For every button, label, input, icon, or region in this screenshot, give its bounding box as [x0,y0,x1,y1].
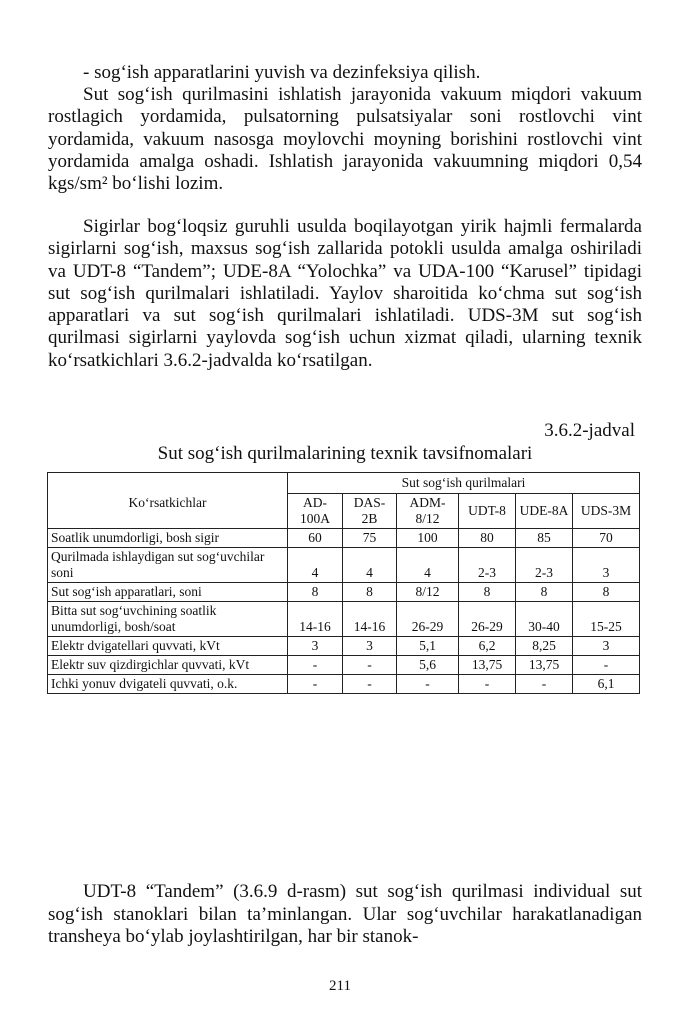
table-cell: 3 [288,637,343,656]
table-cell: - [343,656,397,675]
table-cell: 13,75 [459,656,516,675]
row-label: Sut sog‘ish apparatlari, soni [48,583,288,602]
table-cell: - [459,675,516,694]
table-cell: 5,6 [397,656,459,675]
column-header: AD-100A [288,494,343,529]
table-cell: 8 [459,583,516,602]
table-row [48,529,640,548]
column-header: DAS-2B [343,494,397,529]
technical-table [47,472,640,694]
row-label: Qurilmada ishlaydigan sut sog‘uvchilar soni [48,548,288,583]
group-header-cell: Sut sog‘ish qurilmalari [288,473,640,494]
table-cell: 60 [288,529,343,548]
table-cell: 100 [397,529,459,548]
table-cell: 30-40 [516,602,573,637]
table-cell: 4 [397,548,459,583]
table-cell: 4 [343,548,397,583]
table-cell: 8/12 [397,583,459,602]
table-row [48,602,640,637]
table-cell: 80 [459,529,516,548]
table-cell: 2-3 [516,548,573,583]
column-header: UDT-8 [459,494,516,529]
table-cell: 85 [516,529,573,548]
table-row [48,583,640,602]
table-cell: 8,25 [516,637,573,656]
table-cell: - [516,675,573,694]
row-label: Bitta sut sog‘uvchining soatlik unumdorligi, bosh/soat [48,602,288,637]
table-cell: 14-16 [288,602,343,637]
table-row [48,656,640,675]
table-cell: - [397,675,459,694]
table-row [48,675,640,694]
table-cell: 6,2 [459,637,516,656]
table-cell: 13,75 [516,656,573,675]
list-item-dezinfeksiya: - sog‘ish apparatlarini yuvish va dezinfeksiya qilish. [83,62,481,83]
table-row [48,548,640,583]
table-cell: 8 [343,583,397,602]
table-cell: 8 [288,583,343,602]
column-header: ADM-8/12 [397,494,459,529]
table-cell: 3 [573,548,640,583]
table-cell: 3 [343,637,397,656]
header-label-cell: Ko‘rsatkichlar [48,473,288,529]
paragraph-vakuum: Sut sog‘ish qurilmasini ishlatish jarayonida vakuum miqdori vakuum rostlagich yordamida, pulsatorning pulsatsiyalar soni rostlovchi vint yordamida, vakuum nasosga moylovchi moyning borishini rostlovchi vint yordamida amalga oshadi. Ishlatish jarayonida vakuumning miqdori 0,54 kgs/sm² bo‘lishi lozim. [48,84,642,195]
column-header: UDS-3M [573,494,640,529]
table-cell: - [288,656,343,675]
column-header: UDE-8A [516,494,573,529]
table-cell: 26-29 [459,602,516,637]
table-header-row [48,473,640,494]
table-cell: 15-25 [573,602,640,637]
table-number: 3.6.2-jadval [544,420,635,441]
table-cell: 8 [573,583,640,602]
table-cell: - [288,675,343,694]
table-cell: 75 [343,529,397,548]
table-cell: 2-3 [459,548,516,583]
row-label: Ichki yonuv dvigateli quvvati, o.k. [48,675,288,694]
table-cell: 14-16 [343,602,397,637]
paragraph-sigirlar: Sigirlar bog‘loqsiz guruhli usulda boqilayotgan yirik hajmli fermalarda sigirlarni sog‘ish, maxsus sog‘ish zallarida potokli usulda amalga oshiriladi va UDT-8 “Tandem”; UDE-8A “Yolochka” va UDA-100 “Karusel” tipidagi sut sog‘ish qurilmalari ishlatiladi. Yaylov sharoitida ko‘chma sut sog‘ish apparatlari va sut sog‘ish qurilmalari ishlatiladi. UDS-3M sut sog‘ish qurilmasi sigirlarni yaylovda sog‘ish uchun xizmat qiladi, ularning texnik ko‘rsatkichlari 3.6.2-jadvalda ko‘rsatilgan. [48,216,642,371]
table-cell: 4 [288,548,343,583]
table-title: Sut sog‘ish qurilmalarining texnik tavsifnomalari [157,443,533,464]
row-label: Soatlik unumdorligi, bosh sigir [48,529,288,548]
table-cell: - [573,656,640,675]
row-label: Elektr suv qizdirgichlar quvvati, kVt [48,656,288,675]
table-cell: - [343,675,397,694]
table-cell: 6,1 [573,675,640,694]
table-cell: 5,1 [397,637,459,656]
page-number: 211 [329,978,351,994]
table-cell: 8 [516,583,573,602]
table-cell: 70 [573,529,640,548]
table-cell: 26-29 [397,602,459,637]
table-row [48,637,640,656]
row-label: Elektr dvigatellari quvvati, kVt [48,637,288,656]
paragraph-udt8: UDT-8 “Tandem” (3.6.9 d-rasm) sut sog‘ish qurilmasi individual sut sog‘ish stanoklari bilan ta’minlangan. Ular sog‘uvchilar harakatlanadigan transheya bo‘ylab joylashtirilgan, har bir stanok- [48,881,642,947]
table-cell: 3 [573,637,640,656]
